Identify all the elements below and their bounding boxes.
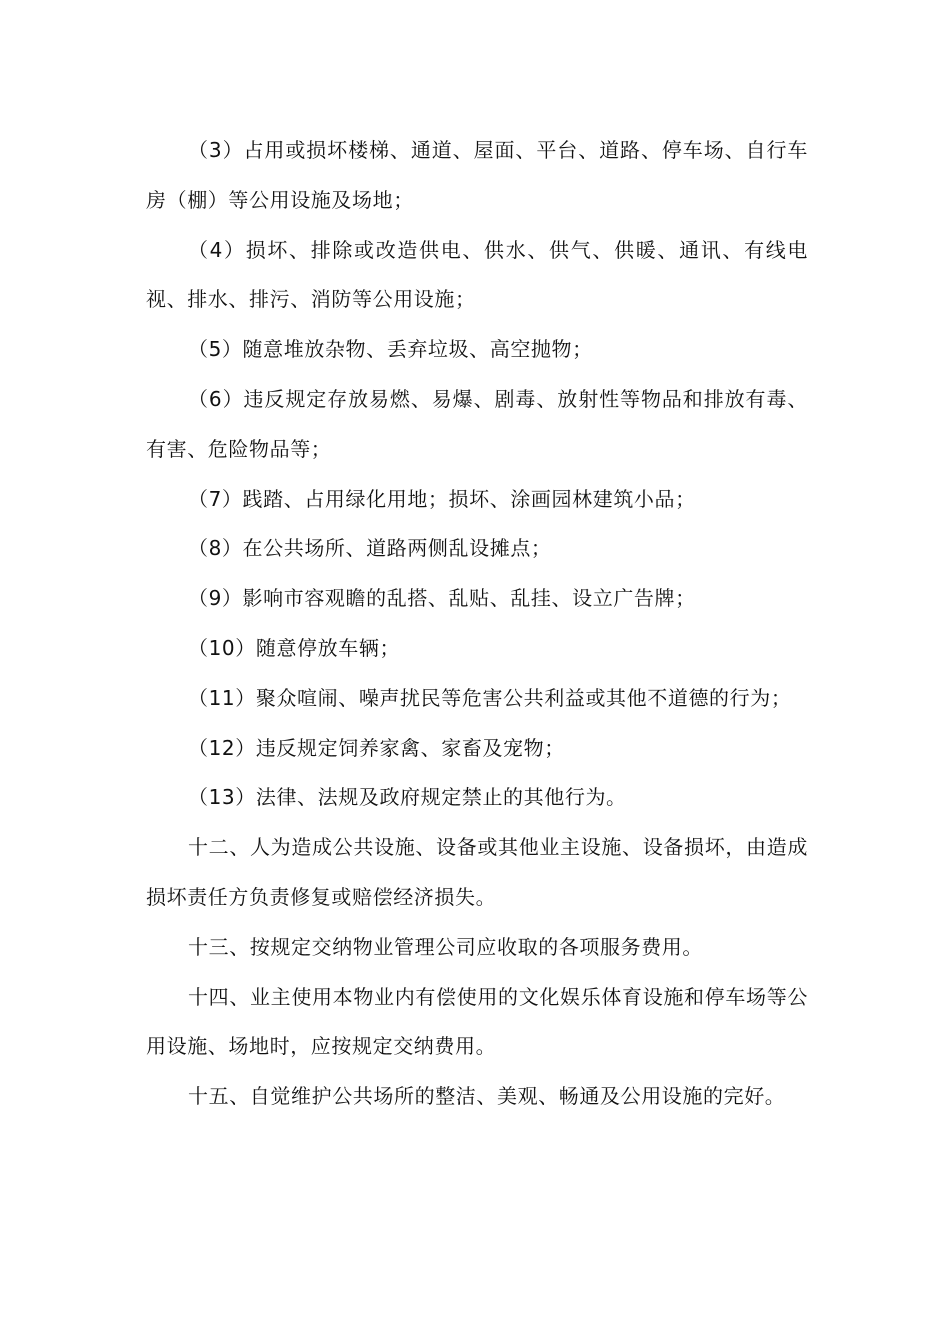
paragraph-item-4: （4）损坏、排除或改造供电、供水、供气、供暖、通讯、有线电视、排水、排污、消防等公用设施； bbox=[146, 237, 808, 312]
document-body bbox=[146, 126, 808, 1122]
paragraph-item-12: （12）违反规定饲养家禽、家畜及宠物； bbox=[188, 735, 565, 760]
paragraph-item-10: （10）随意停放车辆； bbox=[188, 635, 401, 660]
paragraph-article-12: 十二、人为造成公共设施、设备或其他业主设施、设备损坏，由造成损坏责任方负责修复或赔偿经济损失。 bbox=[146, 835, 808, 909]
paragraph-article-13: 十三、按规定交纳物业管理公司应收取的各项服务费用。 bbox=[188, 934, 703, 959]
paragraph-article-15: 十五、自觉维护公共场所的整洁、美观、畅通及公用设施的完好。 bbox=[188, 1084, 786, 1109]
paragraph-item-11: （11）聚众喧闹、噪声扰民等危害公共利益或其他不道德的行为； bbox=[188, 685, 792, 710]
paragraph-item-13: （13）法律、法规及政府规定禁止的其他行为。 bbox=[188, 785, 627, 810]
paragraph-item-8: （8）在公共场所、道路两侧乱设摊点； bbox=[188, 536, 552, 561]
paragraph-item-3: （3）占用或损坏楼梯、通道、屋面、平台、道路、停车场、自行车房（棚）等公用设施及场地； bbox=[146, 138, 808, 212]
paragraph-item-5: （5）随意堆放杂物、丢弃垃圾、高空抛物； bbox=[188, 337, 593, 362]
paragraph-article-14: 十四、业主使用本物业内有偿使用的文化娱乐体育设施和停车场等公用设施、场地时，应按规定交纳费用。 bbox=[146, 984, 808, 1059]
paragraph-item-7: （7）践踏、占用绿化用地；损坏、涂画园林建筑小品； bbox=[188, 486, 696, 511]
paragraph-item-6: （6）违反规定存放易燃、易爆、剧毒、放射性等物品和排放有毒、有害、危险物品等； bbox=[146, 386, 808, 461]
paragraph-item-9: （9）影响市容观瞻的乱搭、乱贴、乱挂、设立广告牌； bbox=[188, 586, 696, 611]
